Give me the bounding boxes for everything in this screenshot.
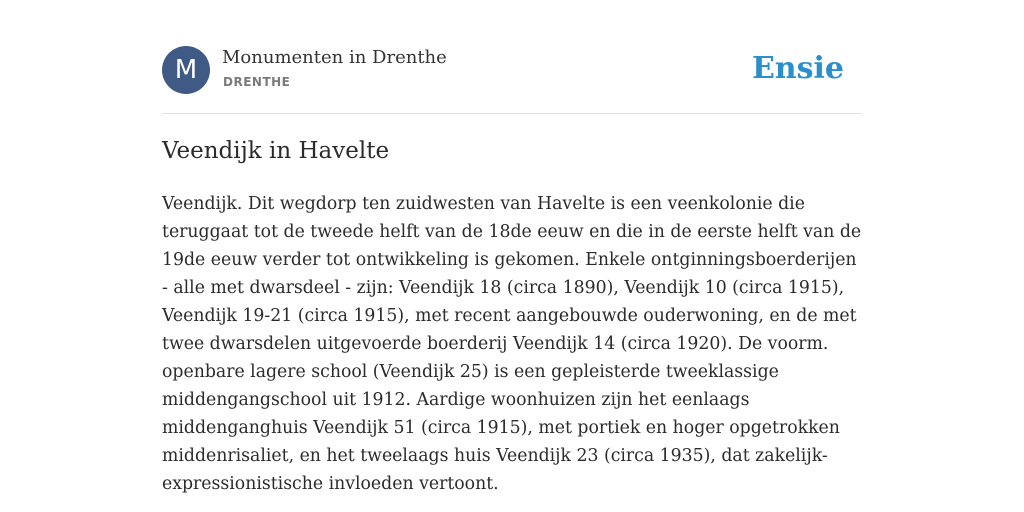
site-name[interactable]: Monumenten in Drenthe <box>222 47 447 68</box>
header-divider <box>162 113 862 114</box>
avatar[interactable]: M <box>162 46 210 94</box>
article-title: Veendijk in Havelte <box>162 138 390 164</box>
site-region[interactable]: DRENTHE <box>223 75 291 89</box>
header <box>162 46 862 96</box>
article-body: Veendijk. Dit wegdorp ten zuidwesten van Havelte is een veenkolonie die teruggaat tot de tweede helft van de 18de eeuw en die in de eerste helft van de 19de eeuw verder tot ontwikkeling is gekomen. Enkele ontginningsboerderijen - alle met dwarsdeel - zijn: Veendijk 18 (circa 1890), Veendijk 10 (circa 1915), Veendijk 19-21 (circa 1915), met recent aangebouwde ouderwoning, en de met twee dwarsdelen uitgevoerde boerderij Veendijk 14 (circa 1920). De voorm. openbare lagere school (Veendijk 25) is een gepleisterde tweeklassige middengangschool uit 1912. Aardige woonhuizen zijn het eenlaags middenganghuis Veendijk 51 (circa 1915), met portiek en hoger opgetrokken middenrisaliet, en het tweelaags huis Veendijk 23 (circa 1935), dat zakelijk-expressionistische invloeden vertoont. <box>162 194 862 494</box>
ensie-logo[interactable]: Ensie <box>751 51 844 86</box>
